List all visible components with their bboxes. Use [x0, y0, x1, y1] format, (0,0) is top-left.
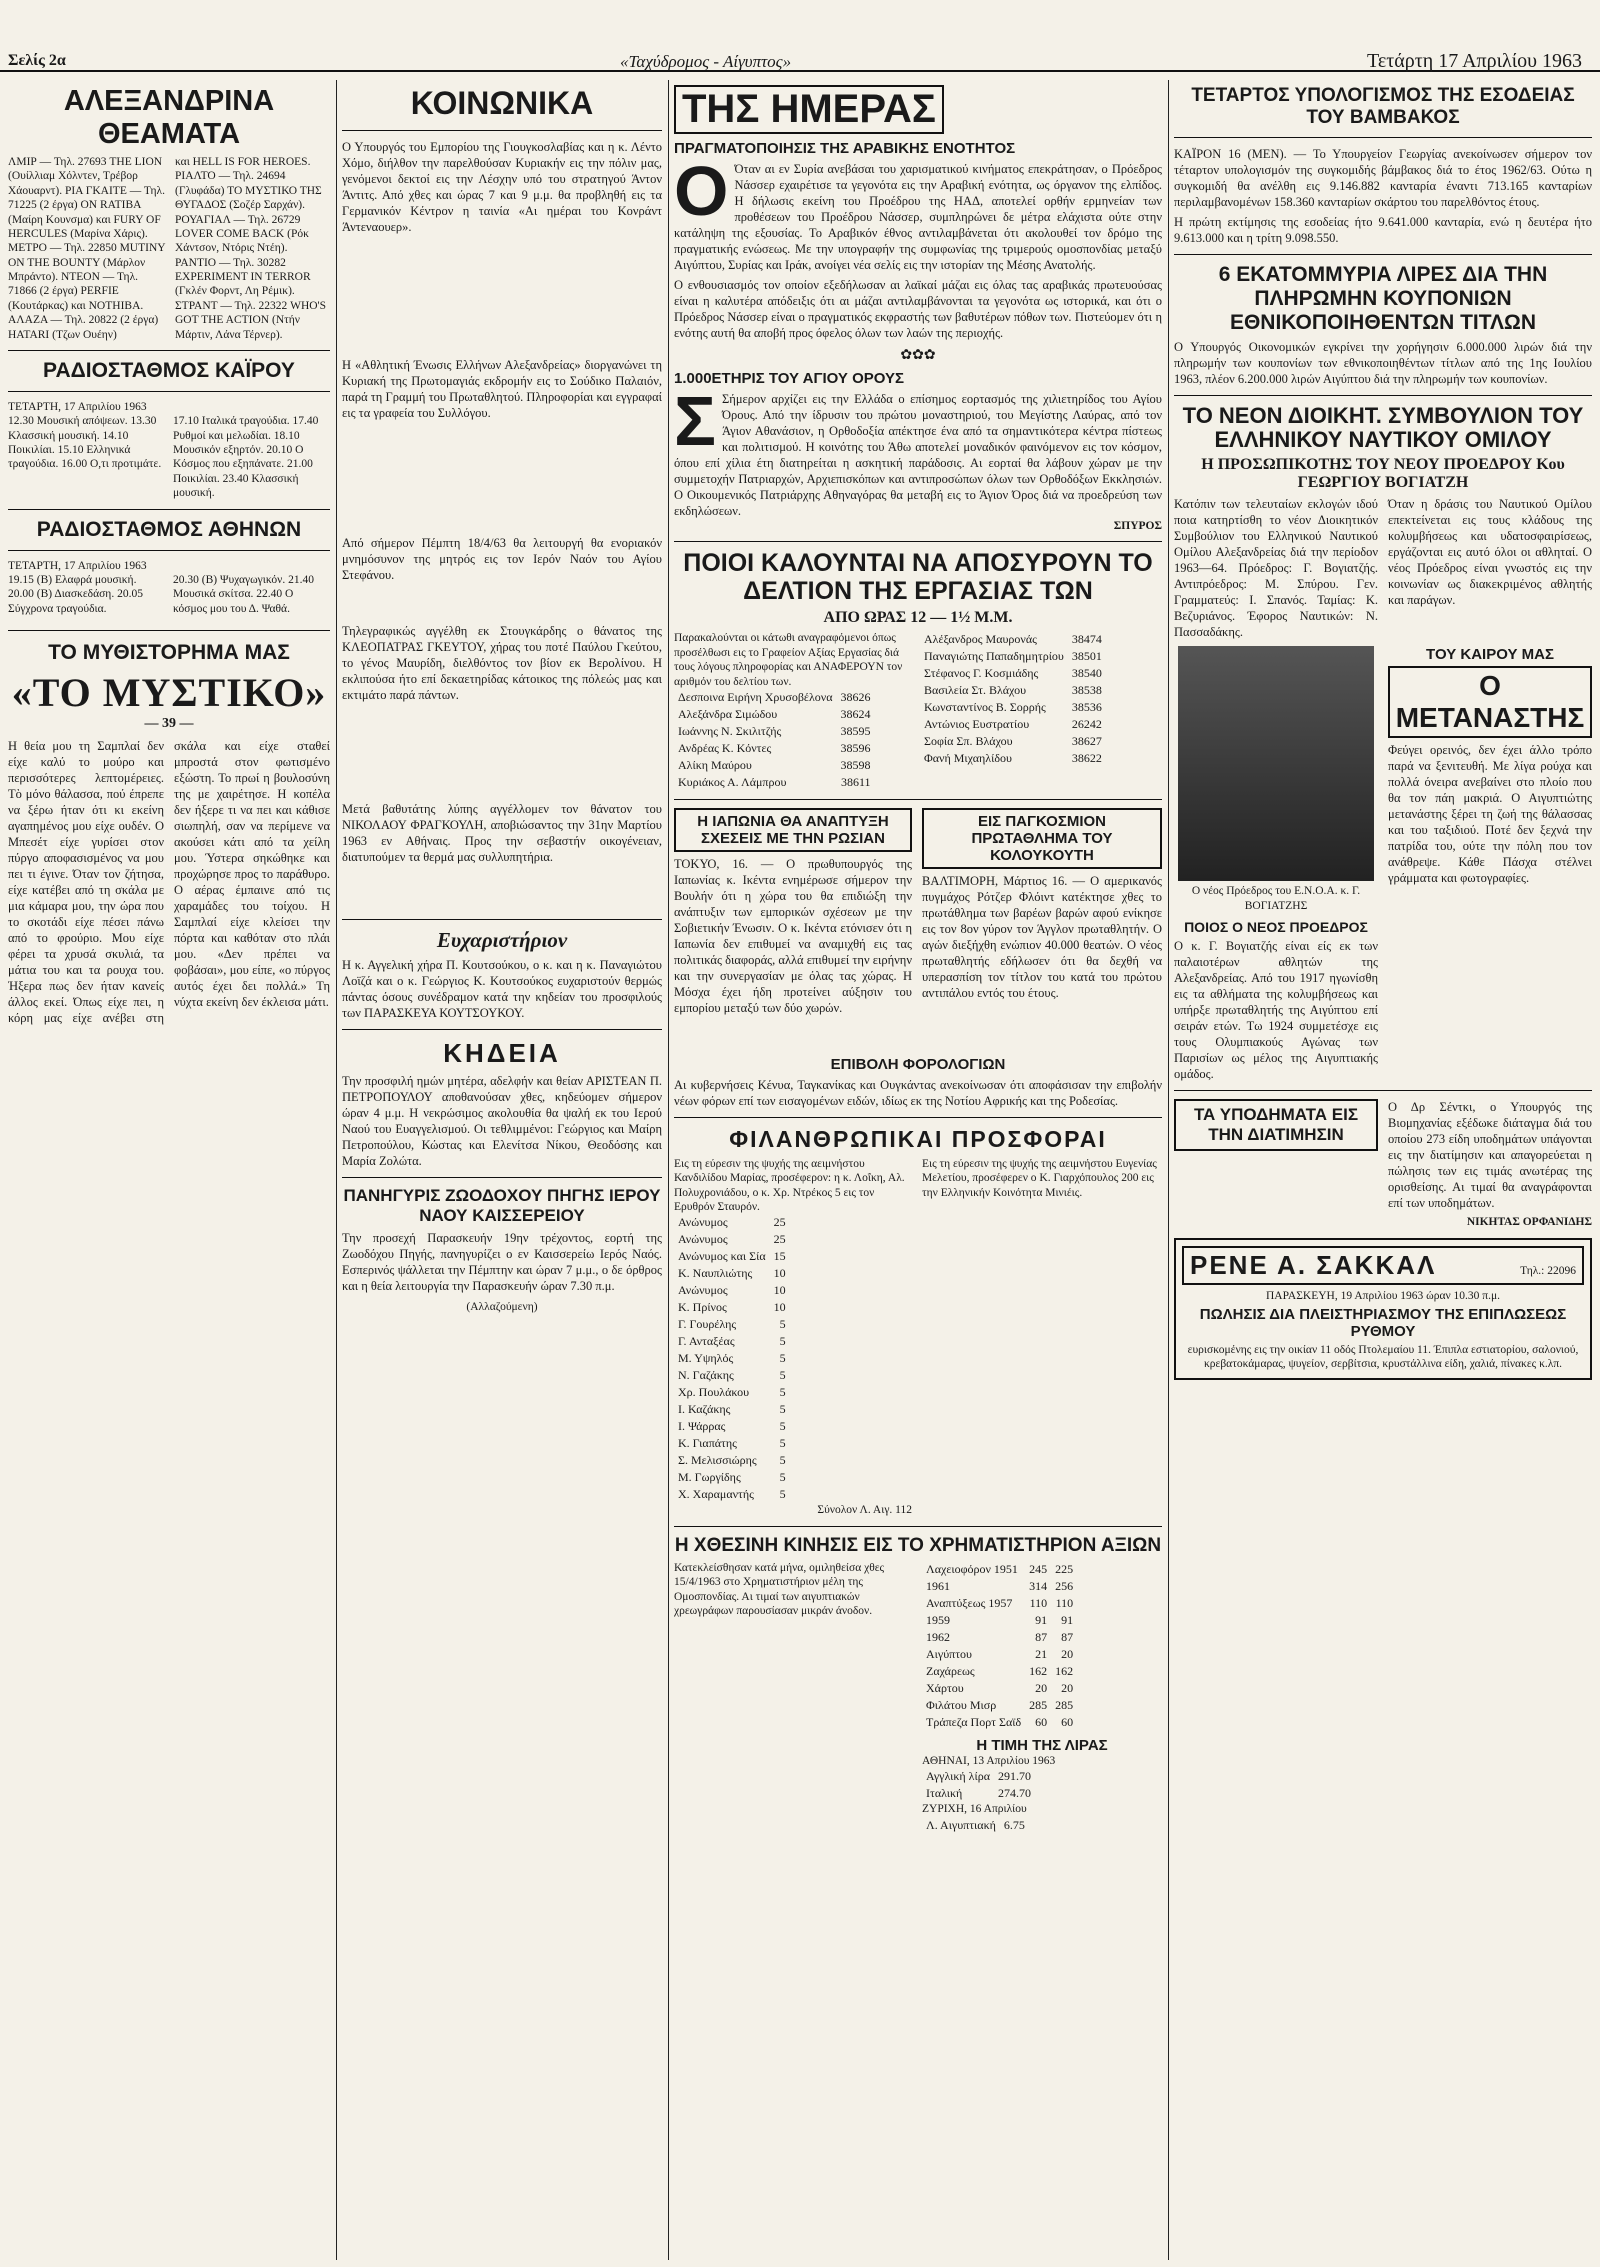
charity-total: Σύνολον Λ. Αιγ. 112: [817, 1504, 912, 1517]
list-intro: Παρακαλούνται οι κάτωθι αναγραφόμενοι όπως προσέλθωσι εις το Γραφείον Αξίας Εργασίας διά τους λόγους πληροφορίας και ΑΝΑΦΕΡΟΥΝ τον αριθμόν του δελτίου των.: [674, 632, 903, 688]
table-label: Ανώνυμος: [678, 1215, 728, 1230]
table-value: 5: [779, 1419, 786, 1434]
name-row: [674, 706, 875, 723]
social-title: ΚΟΙΝΩΝΙΚΑ: [410, 85, 594, 121]
table-label: Τράπεζα Πορτ Σαϊδ: [926, 1714, 1022, 1729]
lead-title: ΠΡΑΓΜΑΤΟΠΟΙΗΣΙΣ ΤΗΣ ΑΡΑΒΙΚΗΣ ΕΝΟΤΗΤΟΣ: [674, 140, 1016, 157]
table-value: 38596: [840, 740, 871, 755]
table-value: 256: [1055, 1578, 1074, 1593]
table-label: Αντώνιος Ευστρατίου: [924, 717, 1030, 732]
table-value: 20: [1035, 1680, 1048, 1695]
sport-text: ΒΑΛΤΙΜΟΡΗ, Μάρτιος 16. — Ο αμερικανός πυγμάχος Ρότζερ Φλόιντ κατέκτησε χθες το πρωτάθλημα των βαρέων βαρών αφού ενίκησε εις τον 8ον γύρον τον Άγγλον πρωταθλητήν. Ο αγών διεξήχθη ενώπιον 40.000 θεατών. Ο νέος πρωταθλητής εδήλωσεν ότι θα δεχθή να υπερασπίση τον τίτλον του κατά του πρώτου αντιπάλου εντός του έτους.: [922, 873, 1162, 1000]
table-value: 291.70: [998, 1769, 1031, 1784]
radio-cairo-a: 12.30 Μουσική απόψεων. 13.30 Κλασσική μουσική. 14.10 Ποικιλίαι. 15.10 Ελληνικά τραγούδια. 16.00 Ο,τι προτιμάτε.: [8, 415, 162, 471]
charity-text: Εις τη εύρεσιν της ψυχής της αειμνήστου Κανδιλίδου Μαρίας, προσέφερον: η κ. Λοΐκη, Αλ. Πολυχρονιάδου, ο κ. Χρ. Ντρέκος 5 εις τον Ερυθρόν Σταυρόν.: [674, 1157, 905, 1213]
kairos-title: ΤΟΥ ΚΑΙΡΟΥ ΜΑΣ: [1426, 646, 1554, 664]
charity-row: [674, 1231, 790, 1248]
mount-athos-sign: ΣΠΥΡΟΣ: [1113, 520, 1162, 532]
charity-row: [674, 1265, 790, 1282]
name-row: [920, 682, 1106, 699]
lira-row: [922, 1785, 1035, 1802]
name-row: [674, 774, 875, 791]
auction-ad: [1174, 1238, 1592, 1380]
table-value: 5: [779, 1368, 786, 1383]
name-row: [674, 740, 875, 757]
table-label: Ανώνυμος: [678, 1232, 728, 1247]
table-value: 5: [779, 1351, 786, 1366]
table-label: 1961: [926, 1578, 950, 1593]
table-label: Σοφία Σπ. Βλάχου: [924, 734, 1013, 749]
social-text-4: Τηλεγραφικώς αγγέλθη εκ Στουγκάρδης ο θάνατος της ΚΛΕΟΠΑΤΡΑΣ ΓΚΕΥΤΟΥ, χήρας του ποτέ Παύλου Γκεύτου, το γένος Μαυρίδη, διελθόντος τον βίον εκ Βερολίνου. Η εκλιπούσα ήτο επί δεκαετηρίδας κάτοικος της πόλεώς μας και εκτιμάτο παρά πάντων.: [342, 624, 662, 702]
table-label: Αλεξάνδρα Σιμώδου: [678, 706, 778, 721]
table-value: 60: [1035, 1714, 1048, 1729]
table-value: 6.75: [1003, 1817, 1025, 1832]
charity-row: [674, 1486, 790, 1503]
table-label: Ι. Ψάρρας: [678, 1419, 726, 1434]
table-value: 285: [1029, 1697, 1048, 1712]
lead-text: Όταν αι εν Συρία ανεβάσαι του χαρισματικού κινήματος επεκράτησαν, ο Πρόεδρος Νάσσερ εχαιρέτισε τα γεγονότα εις την Αραβική ενότητα, ως όργανον της ελπίδος. Η δήλωσις εκείνη του Προέδρου της ΗΑΔ, αποτελεί ορθήν ερμηνείαν των προθέσεων του Προέδρου Νάσσερ, συμπληρώνει δε μέτρα ελάχιστα ούτε στην κατάληψη της εξουσίας. Το Αραβικόν έθνος αντιλαμβάνεται ότι ακολουθεί τον δρόμο της πραγματικής ενώσεως. Με την υπογραφήν της συμφωνίας της τριμερούς ομοσπονδίας μεταξύ Αιγύπτου, Συρίας και Ιράκ, ανοίγει νέα σελίς εις την ιστορίαν της Μέσης Ανατολής.: [674, 162, 1162, 272]
cotton-title: ΤΕΤΑΡΤΟΣ ΥΠΟΛΟΓΙΣΜΟΣ ΤΗΣ ΕΣΟΔΕΙΑΣ ΤΟΥ ΒΑΜΒΑΚΟΣ: [1191, 85, 1575, 128]
charity-row: [674, 1418, 790, 1435]
table-label: Αναπτύξεως 1957: [926, 1595, 1013, 1610]
radio-athens-title: ΡΑΔΙΟΣΤΑΘΜΟΣ ΑΘΗΝΩΝ: [36, 517, 302, 541]
board-subtitle: Η ΠΡΟΣΩΠΙΚΟΤΗΣ ΤΟΥ ΝΕΟΥ ΠΡΟΕΔΡΟΥ Κου ΓΕΩΡΓΙΟΥ ΒΟΓΙΑΤΖΗ: [1201, 456, 1565, 492]
theatres-title: ΑΛΕΞΑΝΔΡΙΝΑ ΘΕΑΜΑΤΑ: [63, 85, 275, 150]
shoes-text: Ο Δρ Σέντκι, ο Υπουργός της Βιομηχανίας εξέδωκε διάταγμα διά του οποίου 273 είδη υποδημάτων υπάγονται εις την διατίμησιν και απαγορεύεται η πώλησις των εις τιμάς ανωτέρας της ορισθείσης. Αι τιμαί θα αναγράφονται επί των υποδημάτων.: [1388, 1100, 1592, 1211]
table-value: 10: [773, 1283, 786, 1298]
table-label: Αλέξανδρος Μαυρονάς: [924, 632, 1037, 647]
table-label: Ιταλική: [926, 1786, 963, 1801]
table-value: 274.70: [998, 1786, 1031, 1801]
ad-date: ΠΑΡΑΣΚΕΥΗ, 19 Απριλίου 1963 ώραν 10.30 π.μ.: [1265, 1289, 1501, 1302]
table-value: 10: [773, 1266, 786, 1281]
bourse-row: [922, 1595, 1077, 1612]
charity-row: [674, 1248, 790, 1265]
name-row: [920, 750, 1106, 767]
table-value: 38622: [1071, 751, 1102, 766]
table-value: 87: [1061, 1629, 1074, 1644]
table-label: Φιλάτου Μισρ: [926, 1697, 997, 1712]
list-title: ΠΟΙΟΙ ΚΑΛΟΥΝΤΑΙ ΝΑ ΑΠΟΣΥΡΟΥΝ ΤΟ ΔΕΛΤΙΟΝ ΤΗΣ ΕΡΓΑΣΙΑΣ ΤΩΝ: [683, 549, 1153, 605]
column-4: [1174, 85, 1592, 2255]
table-label: Κωνσταντίνος Β. Σορρής: [924, 700, 1046, 715]
serial-text: Η θεία μου τη Σαμπλαί δεν είχε καλύ το μούρο και περισσότερες λεπτομέρειες. Τὸ μόνο θάλασσα, πού έπρεπε να ξέρω ήταν ότι κι εκείνη αγαπημένος μου είχε ουδέν. Ο Μπεσέτ είχε γυρίσει στον πύργο αποφασισμένος να μου πει τι έγινε. Όταν τον ζήτησα, είχε κατέβει από τη σκάλα με μια κάμαρα μου, την ώρα που το σκοτάδι είχε πέσει πάνω από το φρούριο. Μου είχε φέρει τα χρυσά σκυλιά, τα μάτια του και τα ρουχα του. Ήξερα πως δεν ήταν κανείς άλλος εκεί. Όπως είχε πει, η κόρη μας είχε ανέβει στη σκάλα και είχε σταθεί μπροστά στον φωτισμένο εξώστη. Το πρωί η βουλοσύνη της με χαιρέτησε. Η κοπέλα δεν ήξερε τι να πει και κάθισε σιωπηλή, σαν να περίμενε να ακούσει κάτι από τα χείλη μου. Ύστερα σηκώθηκε και προχώρησε προς το παράθυρο. Ο αέρας έμπαινε από τις χαραμάδες του τοίχου. Η Σαμπλαί είχε κλείσει την πόρτα και καθόταν στο πλάι μου. «Δεν πρέπει να φοβάσαι», μου είπε, «ο πύργος αυτός έχει δει πολλά.» Τη νύχτα εκείνη δεν έκλεισα μάτι.: [8, 739, 330, 1025]
social-text-2: Η «Αθλητική Ένωσις Ελλήνων Αλεξανδρείας» διοργανώνει τη Κυριακή της Πρωτομαγιάς εκδρομήν εις το Σούδικο Παλαιόν, παρά τη Γραμμή του Πρωταθλητού. Πληροφορίαι και εγγραφαί εις τα γραφεία του Συλλόγου.: [342, 358, 662, 420]
board-title: ΤΟ ΝΕΟΝ ΔΙΟΙΚΗΤ. ΣΥΜΒΟΥΛΙΟΝ ΤΟΥ ΕΛΛΗΝΙΚΟΥ ΝΑΥΤΙΚΟΥ ΟΜΙΛΟΥ: [1182, 403, 1584, 453]
table-label: Ανδρέας Κ. Κόντες: [678, 740, 772, 755]
table-label: Μ. Υψηλός: [678, 1351, 734, 1366]
table-value: 314: [1029, 1578, 1048, 1593]
table-value: 162: [1029, 1663, 1048, 1678]
lira-table-2: [922, 1817, 1029, 1834]
theatres-list-b: και HELL IS FOR HEROES. ΡΙΑΛΤΟ — Τηλ. 24694 (Γλυφάδα) ΤΟ ΜΥΣΤΙΚΟ ΤΗΣ ΘΥΓΑΔΟΣ (Σοζέρ Σαρχάν). ΡΟΥΑΓΙΑΛ — Τηλ. 26729 LOVER COME BACK (Ρόκ Χάντσον, Ντόρις Ντέη). ΡΑΝΤΙΟ — Τηλ. 30282 EXPERIMENT IN TERROR (Γκλέν Φορντ, Λη Ρέμικ). ΣΤΡΑΝΤ — Τηλ. 22322 WHO'S GOT THE ACTION (Ντήν Μάρτιν, Λάνα Τέρνερ).: [174, 156, 327, 341]
thanks-title: Ευχαριστήριον: [436, 928, 568, 952]
festival-title: ΠΑΝΗΓΥΡΙΣ ΖΩΟΔΟΧΟΥ ΠΗΓΗΣ ΙΕΡΟΥ ΝΑΟΥ ΚΑΙΣΣΕΡΕΙΟΥ: [343, 1186, 661, 1225]
name-row: [674, 689, 875, 706]
charity-row: [674, 1452, 790, 1469]
japan-title: Η ΙΑΠΩΝΙΑ ΘΑ ΑΝΑΠΤΥΞΗ ΣΧΕΣΕΙΣ ΜΕ ΤΗΝ ΡΩΣΙΑΝ: [674, 808, 912, 852]
social-text-1: Ο Υπουργός του Εμπορίου της Γιουγκοσλαβίας και η κ. Λέντο Χόμο, διήλθον την παρελθούσαν Κυριακήν εις την πόλιν μας, γενόμενοι δεκτοί εις την Λέσχην υπό του στρατηγού Άντον Άντιτς. Από χθες και ώρας 7 και 9 μ.μ. θα προβληθή εις τα Γερμανικόν Κέντρον η ταινία «Αι ημέραι του Κονράντ Άντεναουερ».: [342, 140, 662, 234]
tax-title: ΕΠΙΒΟΛΗ ΦΟΡΟΛΟΓΙΩΝ: [830, 1055, 1006, 1073]
bourse-row: [922, 1612, 1077, 1629]
table-value: 38624: [840, 706, 871, 721]
japan-text: ΤΟΚΥΟ, 16. — Ο πρωθυπουργός της Ιαπωνίας κ. Ικέντα ενημέρωσε σήμερον την Βουλήν ότι η χώρα του θα επιδιώξη την ανάπτυξιν των εμπορικών σχέσεων με την Σοβιετικήν Ένωσιν. Ο κ. Ικέντα ετόνισεν ότι η Ιαπωνία δεν επιθυμεί να αναμιχθή εις τας πολιτικάς διαφοράς, αλλά επιθυμεί την ειρήνην και την συνεργασίαν με όλας τας χώρας. Η Μόσχα έχει ήδη προτείνει αύξησιν του εμπορίου μεταξύ των δύο χωρών.: [674, 856, 912, 1015]
table-label: Παναγιώτης Παπαδημητρίου: [924, 649, 1064, 664]
table-value: 60: [1061, 1714, 1074, 1729]
table-label: Χάρτου: [926, 1680, 964, 1695]
list-subtitle: ΑΠΟ ΩΡΑΣ 12 — 1½ Μ.Μ.: [823, 609, 1013, 627]
paper-name: «Ταχύδρομος - Αίγυπτος»: [620, 52, 792, 71]
table-value: 38627: [1071, 734, 1102, 749]
radio-athens-b: 20.30 (Β) Ψυχαγωγικόν. 21.40 Μουσικά σκίτσα. 22.40 Ο κόσμος μου του Δ. Ψαθά.: [173, 573, 314, 615]
bourse-row: [922, 1646, 1077, 1663]
charity-row: [674, 1401, 790, 1418]
radio-cairo-date: ΤΕΤΑΡΤΗ, 17 Απριλίου 1963: [8, 400, 147, 413]
sign-off: ΝΙΚΗΤΑΣ ΟΡΦΑΝΙΔΗΣ: [1466, 1216, 1592, 1229]
bourse-title: Η ΧΘΕΣΙΝΗ ΚΙΝΗΣΙΣ ΕΙΣ ΤΟ ΧΡΗΜΑΤΙΣΤΗΡΙΟΝ ΑΞΙΩΝ: [674, 1534, 1162, 1556]
table-label: Κ. Γιαπάτης: [678, 1436, 737, 1451]
column-3: [674, 85, 1162, 2255]
column-rule: [668, 80, 669, 2260]
charity-row: [674, 1316, 790, 1333]
bourse-row: [922, 1578, 1077, 1595]
serial-number: — 39 —: [144, 716, 194, 731]
dropcap: Σ: [674, 382, 717, 460]
page-header: [0, 0, 1600, 72]
table-label: Δεσποινα Ειρήνη Χρυσοβέλονα: [678, 689, 833, 704]
column-2: [342, 85, 662, 2255]
names-table-b: [920, 631, 1106, 767]
president-photo: [1178, 646, 1374, 881]
lira-table-1: [922, 1768, 1035, 1802]
table-label: Αγγλική λίρα: [926, 1769, 990, 1784]
table-value: 110: [1055, 1595, 1074, 1610]
table-value: 38595: [840, 723, 871, 738]
lead-text-2: Ο ενθουσιασμός τον οποίον εξεδήλωσαν αι λαϊκαί μάζαι εις όλας τας αραβικάς πρωτευούσας είναι η καλυτέρα απόδειξις ότι αι μάζαι αντιλαμβάνονται τα γεγονότα ως ιστορικά, και ότι ο Πρόεδρος Νάσσερ είναι ο πραγματικός εκφραστής των βαθυτέρων πόθων των. Πιστεύομεν ότι η ενότης αυτή θα αποβή προς όφελος όλων των λαών της περιοχής.: [674, 278, 1162, 340]
cotton-text: ΚΑΪΡΟΝ 16 (ΜΕΝ). — Το Υπουργείον Γεωργίας ανεκοίνωσεν σήμερον τον τέταρτον υπολογισμόν της συγκομιδής βάμβακος διά το έτος 1962/63. Ούτω η συγκομιδή θα ανέλθη εις 9.146.882 κανταρία έναντι 713.165 κανταρίων περιλαμβανομένων 158.360 κανταρίων σκάρτου του παρελθόντος έτους.: [1174, 147, 1592, 209]
table-value: 38626: [840, 689, 871, 704]
table-label: Στέφανος Γ. Κοσμιάδης: [924, 666, 1039, 681]
board-text: Κατόπιν των τελευταίων εκλογών ιδού ποια κατηρτίσθη το νέον Διοικητικόν Συμβούλιον του Ελληνικού Ναυτικού Ομίλου Αλεξανδρείας διά την περίοδον 1963—64. Πρόεδρος: Γ. Βογιατζής. Αντιπρόεδρος: Μ. Σπύρου. Γεν. Γραμματεύς: Ι. Σπανός. Ταμίας: Κ. Βεζυριάνος. Έφορος Ναυτικών: Ν. Πασσαδάκης.: [1174, 497, 1378, 640]
radio-athens-a: 19.15 (Β) Ελαφρά μουσική. 20.00 (Β) Διασκεδάση. 20.05 Σύγχρονα τραγούδια.: [8, 573, 143, 615]
table-value: 5: [779, 1402, 786, 1417]
table-label: Ζαχάρεως: [926, 1663, 975, 1678]
charity-row: [674, 1367, 790, 1384]
table-value: 21: [1035, 1646, 1048, 1661]
emigrant-text: Φεύγει ορεινός, δεν έχει άλλο τρόπο παρά να ξενιτευθή. Με λίγα ρούχα και πολλά όνειρα ανεβαίνει στο πλοίο που θα τον πάη μακριά. Ο Αιγυπτιώτης μετανάστης ξέρει τη ζωή της θάλασσας και του ταξιδιού. Ποτέ δεν ξεχνά την πατρίδα του, ούτε την πόλη που τον ανάθρεψε. Κάθε Πάσχα στέλνει γράμματα και φωτογραφίες.: [1388, 743, 1592, 886]
radio-cairo-title: ΡΑΔΙΟΣΤΑΘΜΟΣ ΚΑΪΡΟΥ: [43, 358, 295, 382]
festival-text: Την προσεχή Παρασκευήν 19ην τρέχοντος, εορτή της Ζωοδόχου Πηγής, πανηγυρίζει ο εν Καισσερείω Ιερός Ναός. Εσπερινός ψάλλεται την Πέμπτην και ώραν 7 μ.μ., ο δε όρθρος και η θεία λειτουργία την Παρασκευήν ώραν 7.30 π.μ.: [342, 1231, 662, 1293]
section-ornament: ✿✿✿: [900, 348, 936, 363]
thanks-text: Η κ. Αγγελική χήρα Π. Κουτσούκου, ο κ. και η κ. Παναγιώτου Λοϊζά και ο κ. Γεώργιος Κ. Κουτσούκος ευχαριστούν θερμώς πάντας όσους συνέδραμον κατά την κηδείαν του προσφιλούς των ΠΑΡΑΣΚΕΥΑ ΚΟΥΤΣΟΥΚΟΥ.: [342, 958, 662, 1020]
bourse-row: [922, 1697, 1077, 1714]
bourse-row: [922, 1714, 1077, 1731]
table-value: 38598: [840, 757, 871, 772]
table-label: 1962: [926, 1629, 950, 1644]
lira-city-1: ΑΘΗΝΑΙ, 13 Απριλίου 1963: [922, 1754, 1056, 1767]
table-label: Φανή Μιχαηλίδου: [924, 751, 1012, 766]
table-value: 25: [773, 1232, 786, 1247]
ad-name: ΡΕΝΕ Α. ΣΑΚΚΑΛ: [1190, 1249, 1437, 1280]
festival-sign: (Αλλαζούμενη): [466, 1301, 538, 1313]
theatres-list-a: ΛΜΙΡ — Τηλ. 27693 THE LION (Ουίλλιαμ Χόλντεν, Τρέβορ Χάουαρντ). ΡΙΑ ΓΚΑΙΤΕ — Τηλ. 71225 (2 έργα) ON RATIBA (Μαίρη Κουνσμα) και FURY OF HERCULES (Μαρίνα Χάρις). ΜΕΤΡΟ — Τηλ. 22850 MUTINY ON THE BOUNTY (Μάρλον Μπράντο). ΝΤΕΟΝ — Τηλ. 71866 (2 έργα) PERFIE (Κουτάρκας) και NOTHIBA. ΑΛΑΖΑ — Τηλ. 20822 (2 έργα) HATARI (Τζων Ουέην): [8, 156, 166, 341]
table-label: Αλίκη Μαύρου: [678, 757, 752, 772]
table-value: 91: [1035, 1612, 1048, 1627]
who-title: ΠΟΙΟΣ Ο ΝΕΟΣ ΠΡΟΕΔΡΟΣ: [1184, 919, 1368, 936]
table-value: 10: [773, 1300, 786, 1315]
mount-athos-title: 1.000ΕΤΗΡΙΣ ΤΟΥ ΑΓΙΟΥ ΟΡΟΥΣ: [674, 370, 905, 387]
table-value: 38536: [1071, 700, 1102, 715]
table-value: 5: [779, 1487, 786, 1502]
charity-row: [674, 1282, 790, 1299]
folio-left: Σελίς 2α: [8, 52, 66, 69]
table-label: Κ. Ναυπλιώτης: [678, 1266, 753, 1281]
table-label: Γ. Ανταξέας: [678, 1334, 735, 1349]
charity-row: [674, 1469, 790, 1486]
charity-row: [674, 1214, 790, 1231]
name-row: [920, 716, 1106, 733]
table-value: 162: [1055, 1663, 1074, 1678]
name-row: [674, 757, 875, 774]
tax-text: Αι κυβερνήσεις Κένυα, Ταγκανίκας και Ουγκάντας ανεκοίνωσαν ότι αποφάσισαν την επιβολήν νέων φόρων επί των εισαγομένων ειδών, ιδίως εκ της Νοτίου Αφρικής και της Ροδεσίας.: [674, 1077, 1162, 1108]
table-label: Λ. Αιγυπτιακή: [926, 1817, 996, 1832]
table-label: Κυριάκος Α. Λάμπρου: [678, 774, 787, 789]
column-1: [8, 85, 330, 2255]
table-label: Βασιλεία Στ. Βλάχου: [924, 683, 1027, 698]
table-label: 1959: [926, 1612, 950, 1627]
table-value: 20: [1061, 1680, 1074, 1695]
charity-table: [674, 1214, 790, 1503]
table-value: 38474: [1071, 632, 1102, 647]
name-row: [920, 733, 1106, 750]
dropcap: Ο: [674, 152, 729, 230]
table-label: Ιωάννης Ν. Σκιλιτζής: [678, 723, 782, 738]
charity-row: [674, 1384, 790, 1401]
bourse-row: [922, 1561, 1077, 1578]
ad-title: ΠΩΛΗΣΙΣ ΔΙΑ ΠΛΕΙΣΤΗΡΙΑΣΜΟΥ ΤΗΣ ΕΠΙΠΛΩΣΕΩΣ ΡΥΘΜΟΥ: [1199, 1305, 1567, 1340]
ad-tel: Τηλ.: 22096: [1520, 1264, 1576, 1277]
photo-caption: Ο νέος Πρόεδρος του Ε.Ν.Ο.Α. κ. Γ. ΒΟΓΙΑΤΖΗΣ: [1191, 885, 1361, 912]
table-value: 5: [779, 1470, 786, 1485]
sport-title: ΕΙΣ ΠΑΓΚΟΣΜΙΟΝ ΠΡΩΤΑΘΛΗΜΑ ΤΟΥ ΚΟΛΟΥΚΟΥΤΗ: [922, 808, 1162, 869]
table-label: Ν. Γαζάκης: [678, 1368, 734, 1383]
table-value: 245: [1029, 1561, 1048, 1576]
table-label: Γ. Γουρέλης: [678, 1317, 737, 1332]
mount-athos-text: Σήμερον αρχίζει εις την Ελλάδα ο επίσημος εορτασμός της χιλιετηρίδος του Αγίου Όρους. Από την ίδρυσιν του πρώτου μοναστηριού, του Μεγίστης Λαύρας, από τον Άγιον Αθανάσιον, η Ορθοδοξία απέκτησε ένα από τα σημαντικότερα κέντρα πίστεως και πολιτισμού. Η κοινότης του Άθω αποτελεί μοναδικόν φαινόμενον εις τον κόσμον, όπου επί χίλια έτη διατηρείται η ασκητική παράδοσις. Αι εορταί θα λάβουν χώραν με την συμμετοχήν Πατριαρχών, Αρχιεπισκόπων και αντιπροσώπων όλων των Ορθοδόξων Εκκλησιών. Ο Οικουμενικός Πατριάρχης Αθηναγόρας θα μεταβή εις το Άγιον Όρος διά να προεδρεύση των εκδηλώσεων.: [674, 392, 1162, 518]
radio-athens-date: ΤΕΤΑΡΤΗ, 17 Απριλίου 1963: [8, 559, 147, 572]
table-value: 5: [779, 1317, 786, 1332]
ad-text: ευρισκομένης εις την οικίαν 11 οδός Πτολεμαίου 11. Έπιπλα εστιατορίου, σαλονιού, κρεβατοκάμαρας, ψυγείον, σερβίτσια, κρυστάλλινα είδη, χαλιά, πίνακες κ.λπ.: [1187, 1343, 1579, 1371]
table-value: 38540: [1071, 666, 1102, 681]
day-title: ΤΗΣ ΗΜΕΡΑΣ: [674, 85, 944, 134]
lira-row: [922, 1817, 1029, 1834]
coupons-text: Ο Υπουργός Οικονομικών εγκρίνει την χορήγησιν 6.000.000 λιρών διά την πληρωμήν των κουπονίων των εθνικοποιηθέντων τίτλων από της 1ης Ιουλίου 1963, πλέον 6.200.000 λιρών Αιγύπτου διά την πληρωμήν των κουπονίων.: [1174, 340, 1592, 386]
table-value: 25: [773, 1215, 786, 1230]
table-label: Σ. Μελισσιώρης: [678, 1453, 757, 1468]
column-rule: [336, 80, 337, 2260]
charity-text-2: Εις τη εύρεσιν της ψυχής της αειμνήστου Ευγενίας Μελετίου, προσέφερεν ο Κ. Γιαρχόπουλος 200 εις την Ελληνικήν Κοινότητα Μινιέις.: [922, 1157, 1157, 1199]
bourse-row: [922, 1663, 1077, 1680]
social-text-3: Από σήμερον Πέμπτη 18/4/63 θα λειτουργή θα ενοριακόν μνημόσυνον της μητρός εις τον Ιερόν Ναόν του Αγίου Στεφάνου.: [342, 536, 662, 582]
table-label: Λαχειοφόρον 1951: [926, 1561, 1018, 1576]
table-value: 225: [1055, 1561, 1074, 1576]
table-value: 38611: [840, 774, 871, 789]
serial-title: «ΤΟ ΜΥΣΤΙΚΟ»: [11, 670, 327, 715]
table-value: 5: [779, 1436, 786, 1451]
table-label: Ι. Καζάκης: [678, 1402, 731, 1417]
table-value: 38501: [1071, 649, 1102, 664]
charity-row: [674, 1350, 790, 1367]
bourse-table: [922, 1561, 1077, 1731]
table-value: 91: [1061, 1612, 1074, 1627]
cotton-text-2: Η πρώτη εκτίμησις της εσοδείας ήτο 9.641.000 κανταρία, ενώ η δευτέρα ήτο 9.613.000 και η τρίτη 9.098.550.: [1174, 215, 1592, 245]
emigrant-title: Ο ΜΕΤΑΝΑΣΤΗΣ: [1388, 666, 1592, 738]
lira-title: Η ΤΙΜΗ ΤΗΣ ΛΙΡΑΣ: [976, 1736, 1108, 1754]
table-label: Κ. Πρίνος: [678, 1300, 727, 1315]
charity-row: [674, 1333, 790, 1350]
name-row: [920, 648, 1106, 665]
social-text-5: Μετά βαθυτάτης λύπης αγγέλλομεν τον θάνατον του ΝΙΚΟΛΑΟΥ ΦΡΑΓΚΟΥΛΗ, αποβιώσαντος την 31ην Μαρτίου 1963 εν Αθήναις. Προς την σεβαστήν οικογένειαν, διατυπούμεν τα θερμά μας συλλυπητήρια.: [342, 802, 662, 864]
table-value: 5: [779, 1334, 786, 1349]
table-value: 87: [1035, 1629, 1048, 1644]
issue-date: Τετάρτη 17 Απριλίου 1963: [1366, 50, 1582, 72]
charity-row: [674, 1435, 790, 1452]
table-label: Ανώνυμος: [678, 1283, 728, 1298]
table-label: Μ. Γωργίδης: [678, 1470, 741, 1485]
radio-cairo-b: 17.10 Ιταλικά τραγούδια. 17.40 Ρυθμοί και μελωδίαι. 18.10 Μουσικόν εξηρτόν. 20.10 Ο Κόσμος που εξηπάνατε. 21.00 Ποικιλίαι. 23.40 Κλασσική μουσική.: [173, 415, 319, 500]
lira-row: [922, 1768, 1035, 1785]
lira-city-2: ΖΥΡΙΧΗ, 16 Απριλίου: [922, 1803, 1027, 1816]
table-label: Αιγύπτου: [926, 1646, 972, 1661]
board-text-2: Όταν η δράσις του Ναυτικού Ομίλου επεκτείνεται εις τους κλάδους της κολυμβήσεως και υδατοσφαιρίσεως, εργάζονται εις αυτό όλοι οι αθληταί. Ο νέος Πρόεδρος είναι γνωστός εις την κοινωνίαν ως διακεκριμένος αθλητής και παράγων.: [1388, 497, 1592, 608]
shoes-title: ΤΑ ΥΠΟΔΗΜΑΤΑ ΕΙΣ ΤΗΝ ΔΙΑΤΙΜΗΣΙΝ: [1174, 1099, 1378, 1151]
bourse-row: [922, 1629, 1077, 1646]
table-label: Ανώνυμος και Σία: [678, 1249, 766, 1264]
name-row: [920, 631, 1106, 648]
coupons-title: 6 ΕΚΑΤΟΜΜΥΡΙΑ ΛΙΡΕΣ ΔΙΑ ΤΗΝ ΠΛΗΡΩΜΗΝ ΚΟΥΠΟΝΙΩΝ ΕΘΝΙΚΟΠΟΙΗΘΕΝΤΩΝ ΤΙΤΛΩΝ: [1218, 263, 1548, 334]
table-value: 5: [779, 1385, 786, 1400]
table-value: 110: [1029, 1595, 1048, 1610]
table-label: Χρ. Πουλάκου: [678, 1385, 750, 1400]
table-value: 26242: [1071, 717, 1102, 732]
funeral-title: ΚΗΔΕΙΑ: [443, 1038, 561, 1068]
column-rule: [1168, 80, 1169, 2260]
table-value: 5: [779, 1453, 786, 1468]
name-row: [920, 699, 1106, 716]
who-text: Ο κ. Γ. Βογιατζής είναι είς εκ των παλαιοτέρων αθλητών της Αλεξανδρείας. Από του 1917 ηγωνίσθη εις τα αθλήματα της κολυμβήσεως και υπήρξε πρωταθλητής της Αιγύπτου επί σειράν ετών. Τω 1924 συμμετέσχε εις τους Ολυμπιακούς Αγώνας των Παρισίων ως μέλος της Αιγυπτιακής ομάδος.: [1174, 939, 1378, 1082]
table-value: 285: [1055, 1697, 1074, 1712]
name-row: [920, 665, 1106, 682]
table-value: 15: [773, 1249, 786, 1264]
serial-kicker: ΤΟ ΜΥΘΙΣΤΟΡΗΜΑ ΜΑΣ: [48, 641, 290, 664]
funeral-text: Την προσφιλή ημών μητέρα, αδελφήν και θείαν ΑΡΙΣΤΕΑΝ Π. ΠΕΤΡΟΠΟΥΛΟΥ αποθανούσαν χθες, κηδεύομεν σήμερον ώραν 4 μ.μ. Η νεκρώσιμος ακολουθία θα ψαλή εκ του Ιερού Ναού του Ευαγγελισμού. Οι τεθλιμμένοι: Γεώργιος και Μαίρη Πετροπούλου, Κώστας και Ελενίτσα Νίκου, Θεοδόσης και Μαρία Ζολώτα.: [342, 1074, 662, 1168]
table-value: 38538: [1071, 683, 1102, 698]
table-label: Χ. Χαραμαντής: [678, 1487, 754, 1502]
table-value: 20: [1061, 1646, 1074, 1661]
bourse-text: Κατεκλείσθησαν κατά μήνα, ομιληθείσα χθες 15/4/1963 στο Χρηματιστήριον μέλη της Ομοσπονδίας. Αι τιμαί των αιγυπτιακών χρεωγράφων παρουσίασαν μικράν άνοδον.: [674, 1561, 885, 1617]
bourse-row: [922, 1680, 1077, 1697]
charity-row: [674, 1299, 790, 1316]
name-row: [674, 723, 875, 740]
charity-title: ΦΙΛΑΝΘΡΩΠΙΚΑΙ ΠΡΟΣΦΟΡΑΙ: [729, 1125, 1107, 1152]
names-table-a: [674, 689, 875, 791]
